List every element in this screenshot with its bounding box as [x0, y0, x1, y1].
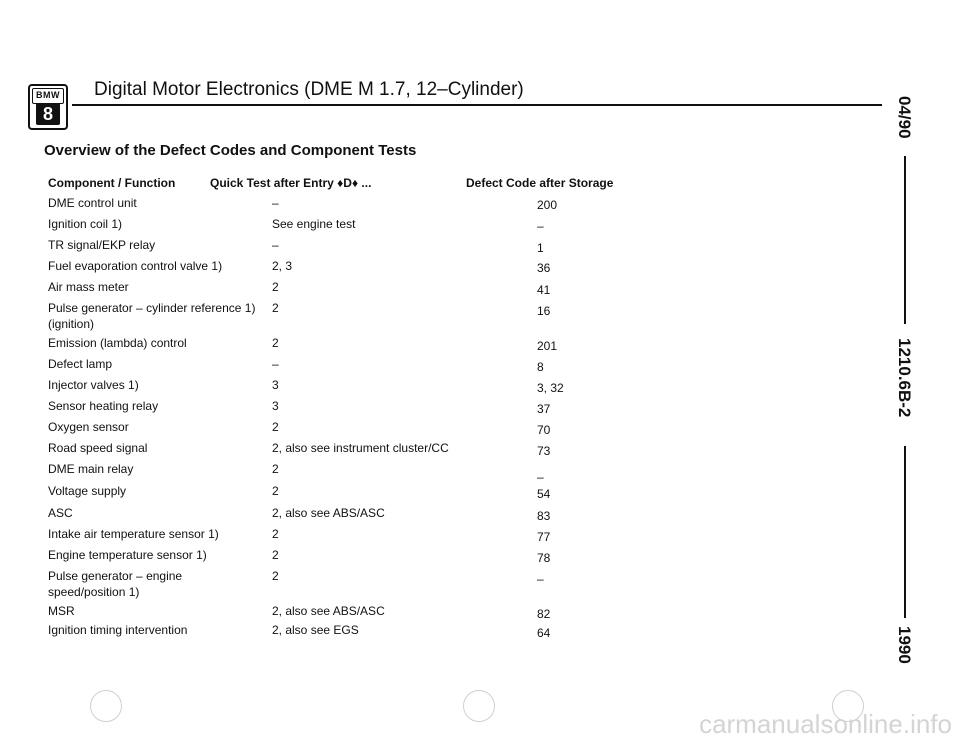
quick-test-cell: 2, also see EGS	[272, 623, 359, 637]
component-cell: TR signal/EKP relay	[48, 238, 156, 252]
component-cell-continuation: speed/position 1)	[48, 585, 140, 599]
component-cell: ASC	[48, 506, 73, 520]
table-row	[0, 217, 860, 235]
table-row	[0, 280, 860, 298]
logo-model-text: 8	[36, 103, 60, 125]
table-row	[0, 527, 860, 545]
quick-test-cell: 2	[272, 280, 279, 294]
document-title: Digital Motor Electronics (DME M 1.7, 12–Cylinder)	[94, 79, 524, 100]
column-header-defect-code: Defect Code after Storage	[466, 176, 614, 190]
defect-code-cell: 54	[537, 487, 551, 501]
quick-test-cell: 3	[272, 399, 279, 413]
defect-code-cell: 82	[537, 607, 551, 621]
defect-code-cell: 16	[537, 304, 551, 318]
quick-test-cell: 2	[272, 484, 279, 498]
table-row	[0, 399, 860, 417]
quick-test-cell: 3	[272, 378, 279, 392]
component-cell: Sensor heating relay	[48, 399, 159, 413]
table-row	[0, 548, 860, 566]
defect-code-cell: 3, 32	[537, 381, 564, 395]
defect-code-cell: 37	[537, 402, 551, 416]
defect-code-cell: 1	[537, 241, 544, 255]
table-row	[0, 259, 860, 277]
watermark: carmanualsonline.info	[699, 709, 952, 739]
sidebar-year: 1990	[895, 626, 914, 664]
table-row	[0, 378, 860, 396]
component-cell: Road speed signal	[48, 441, 148, 455]
quick-test-cell: –	[272, 357, 279, 371]
defect-code-cell: 64	[537, 626, 551, 640]
quick-test-cell: –	[272, 238, 279, 252]
bmw-8-logo	[28, 84, 68, 130]
defect-code-cell: 78	[537, 551, 551, 565]
component-cell: Voltage supply	[48, 484, 127, 498]
component-cell: Intake air temperature sensor 1)	[48, 527, 219, 541]
quick-test-cell: See engine test	[272, 217, 356, 231]
quick-test-cell: 2	[272, 301, 279, 315]
sidebar-date: 04/90	[895, 96, 914, 139]
quick-test-cell: 2	[272, 336, 279, 350]
defect-code-cell: 41	[537, 283, 551, 297]
quick-test-cell: 2, also see ABS/ASC	[272, 604, 385, 618]
table-row	[0, 441, 860, 459]
table-row	[0, 506, 860, 524]
sidebar-divider	[904, 156, 906, 324]
quick-test-cell: 2, also see instrument cluster/CC	[272, 441, 449, 455]
sidebar-doc-number: 1210.6B-2	[895, 338, 914, 418]
punch-hole	[90, 690, 122, 722]
defect-code-cell: 8	[537, 360, 544, 374]
table-row	[0, 462, 860, 484]
component-cell: Injector valves 1)	[48, 378, 139, 392]
component-cell: Ignition timing intervention	[48, 623, 188, 637]
punch-hole	[463, 690, 495, 722]
column-header-quick-test: Quick Test after Entry ♦D♦ ...	[210, 176, 372, 190]
quick-test-cell: 2, also see ABS/ASC	[272, 506, 385, 520]
column-header-component: Component / Function	[48, 176, 176, 190]
sidebar-divider	[904, 446, 906, 618]
quick-test-cell: 2	[272, 420, 279, 434]
quick-test-cell: 2	[272, 569, 279, 583]
component-cell: MSR	[48, 604, 75, 618]
quick-test-cell: –	[272, 196, 279, 210]
table-row	[0, 336, 860, 354]
component-cell: Fuel evaporation control valve 1)	[48, 259, 223, 273]
defect-code-cell: 73	[537, 444, 551, 458]
defect-code-cell: –	[537, 219, 544, 233]
component-cell: Ignition coil 1)	[48, 217, 123, 231]
component-cell-continuation: (ignition)	[48, 317, 95, 331]
component-cell: Air mass meter	[48, 280, 129, 294]
quick-test-cell: 2	[272, 548, 279, 562]
component-cell: DME control unit	[48, 196, 137, 210]
table-row	[0, 238, 860, 256]
table-row	[0, 420, 860, 438]
table-row	[0, 604, 860, 622]
table-row	[0, 569, 860, 603]
table-row	[0, 301, 860, 335]
component-cell: Pulse generator – cylinder reference 1)	[48, 301, 256, 315]
table-row	[0, 357, 860, 375]
defect-code-cell: –	[537, 572, 544, 586]
quick-test-cell: 2	[272, 527, 279, 541]
component-cell: Emission (lambda) control	[48, 336, 187, 350]
component-cell: Oxygen sensor	[48, 420, 129, 434]
section-heading: Overview of the Defect Codes and Component Tests	[44, 142, 417, 159]
quick-test-cell: 2, 3	[272, 259, 293, 273]
defect-code-cell: 201	[537, 339, 558, 353]
defect-code-cell: –	[537, 470, 544, 484]
logo-brand-text: BMW	[32, 88, 64, 104]
table-row	[0, 623, 860, 641]
component-cell: Pulse generator – engine	[48, 569, 183, 583]
table-row	[0, 196, 860, 214]
defect-code-cell: 200	[537, 198, 558, 212]
defect-code-cell: 36	[537, 261, 551, 275]
table-row	[0, 484, 860, 502]
defect-code-cell: 83	[537, 509, 551, 523]
header-divider	[72, 104, 882, 106]
defect-code-cell: 70	[537, 423, 551, 437]
component-cell: Defect lamp	[48, 357, 113, 371]
defect-code-cell: 77	[537, 530, 551, 544]
quick-test-cell: 2	[272, 462, 279, 476]
page-sidebar	[890, 0, 920, 742]
component-cell: DME main relay	[48, 462, 134, 476]
component-cell: Engine temperature sensor 1)	[48, 548, 207, 562]
